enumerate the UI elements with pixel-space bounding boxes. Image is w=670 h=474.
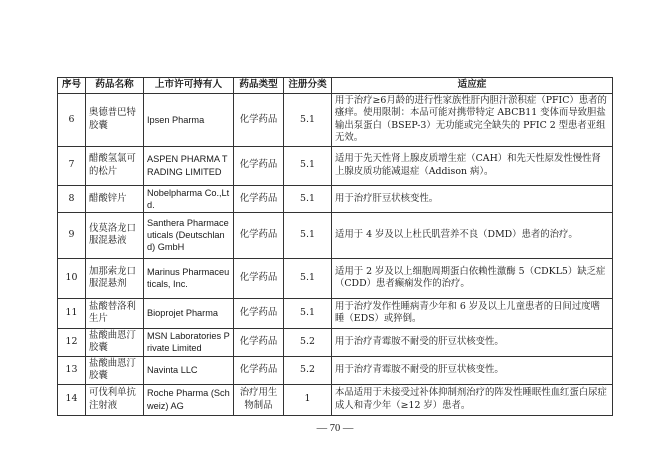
- license-holder: MSN Laboratories Private Limited: [144, 328, 234, 356]
- table-row: [58, 328, 613, 356]
- table-row: [58, 185, 613, 212]
- row-number: 8: [58, 185, 86, 212]
- drug-type: 化学药品: [234, 94, 284, 147]
- header-reg-class: 注册分类: [284, 78, 332, 94]
- registration-class: 5.1: [284, 94, 332, 147]
- drug-type: 化学药品: [234, 356, 284, 384]
- registration-class: 5.1: [284, 212, 332, 258]
- table-row: [58, 298, 613, 328]
- drug-type: 化学药品: [234, 298, 284, 328]
- registration-class: 5.1: [284, 185, 332, 212]
- drug-name: 可伐利单抗注射液: [86, 384, 144, 415]
- license-holder: Ipsen Pharma: [144, 94, 234, 147]
- drug-name: 伐莫洛龙口服混悬液: [86, 212, 144, 258]
- indication: 用于治疗肝豆状核变性。: [332, 185, 613, 212]
- license-holder: Navinta LLC: [144, 356, 234, 384]
- license-holder: Bioprojet Pharma: [144, 298, 234, 328]
- drug-name: 奥德普巴特胶囊: [86, 94, 144, 147]
- header-indication: 适应症: [332, 78, 613, 94]
- header-drug-name: 药品名称: [86, 78, 144, 94]
- registration-class: 5.1: [284, 146, 332, 185]
- row-number: 13: [58, 356, 86, 384]
- drug-name: 醋酸氢氯可的松片: [86, 146, 144, 185]
- header-holder: 上市许可持有人: [144, 78, 234, 94]
- registration-class: 5.2: [284, 328, 332, 356]
- drug-type: 化学药品: [234, 212, 284, 258]
- drug-name: 盐酸曲恩汀胶囊: [86, 356, 144, 384]
- indication: 适用于先天性肾上腺皮质增生症（CAH）和先天性原发性慢性肾上腺皮质功能减退症（Addison 病）。: [332, 146, 613, 185]
- indication: 用于治疗青霉胺不耐受的肝豆状核变性。: [332, 356, 613, 384]
- page-number: — 70 —: [316, 423, 354, 434]
- drug-type: 化学药品: [234, 258, 284, 298]
- license-holder: Santhera Pharmaceuticals (Deutschland) GmbH: [144, 212, 234, 258]
- indication: 用于治疗发作性睡病青少年和 6 岁及以上儿童患者的日间过度嗜睡（EDS）或猝倒。: [332, 298, 613, 328]
- drug-type: 化学药品: [234, 146, 284, 185]
- table-row: [58, 384, 613, 415]
- table-header-row: [58, 78, 613, 94]
- header-drug-type: 药品类型: [234, 78, 284, 94]
- table-row: [58, 212, 613, 258]
- drug-type: 化学药品: [234, 328, 284, 356]
- license-holder: ASPEN PHARMA TRADING LIMITED: [144, 146, 234, 185]
- license-holder: Nobelpharma Co.,Ltd.: [144, 185, 234, 212]
- indication: 本品适用于未接受过补体抑制剂治疗的阵发性睡眠性血红蛋白尿症成人和青少年（≥12 岁）患者。: [332, 384, 613, 415]
- indication: 用于治疗≥6月龄的进行性家族性肝内胆汁淤积症（PFIC）患者的瘙痒。使用限制：本品可能对携带特定 ABCB11 变体而导致胆盐输出泵蛋白（BSEP-3）无功能或完全缺失的 PFIC 2 型患者亚组无效。: [332, 94, 613, 147]
- drug-type: 治疗用生物制品: [234, 384, 284, 415]
- table-row: [58, 94, 613, 147]
- table-row: [58, 258, 613, 298]
- indication: 适用于 4 岁及以上杜氏肌营养不良（DMD）患者的治疗。: [332, 212, 613, 258]
- header-seq: 序号: [58, 78, 86, 94]
- row-number: 9: [58, 212, 86, 258]
- table-row: [58, 356, 613, 384]
- row-number: 12: [58, 328, 86, 356]
- drug-name: 盐酸替洛利生片: [86, 298, 144, 328]
- row-number: 14: [58, 384, 86, 415]
- drug-approval-table: [57, 77, 613, 416]
- table-row: [58, 146, 613, 185]
- indication: 用于治疗青霉胺不耐受的肝豆状核变性。: [332, 328, 613, 356]
- row-number: 7: [58, 146, 86, 185]
- drug-name: 盐酸曲恩汀胶囊: [86, 328, 144, 356]
- registration-class: 5.1: [284, 298, 332, 328]
- row-number: 11: [58, 298, 86, 328]
- license-holder: Marinus Pharmaceuticals, Inc.: [144, 258, 234, 298]
- registration-class: 5.1: [284, 258, 332, 298]
- registration-class: 5.2: [284, 356, 332, 384]
- row-number: 6: [58, 94, 86, 147]
- row-number: 10: [58, 258, 86, 298]
- drug-name: 加那索龙口服混悬剂: [86, 258, 144, 298]
- drug-type: 化学药品: [234, 185, 284, 212]
- registration-class: 1: [284, 384, 332, 415]
- indication: 适用于 2 岁及以上细胞周期蛋白依赖性激酶 5（CDKL5）缺乏症（CDD）患者癫痫发作的治疗。: [332, 258, 613, 298]
- drug-name: 醋酸锌片: [86, 185, 144, 212]
- license-holder: Roche Pharma (Schweiz) AG: [144, 384, 234, 415]
